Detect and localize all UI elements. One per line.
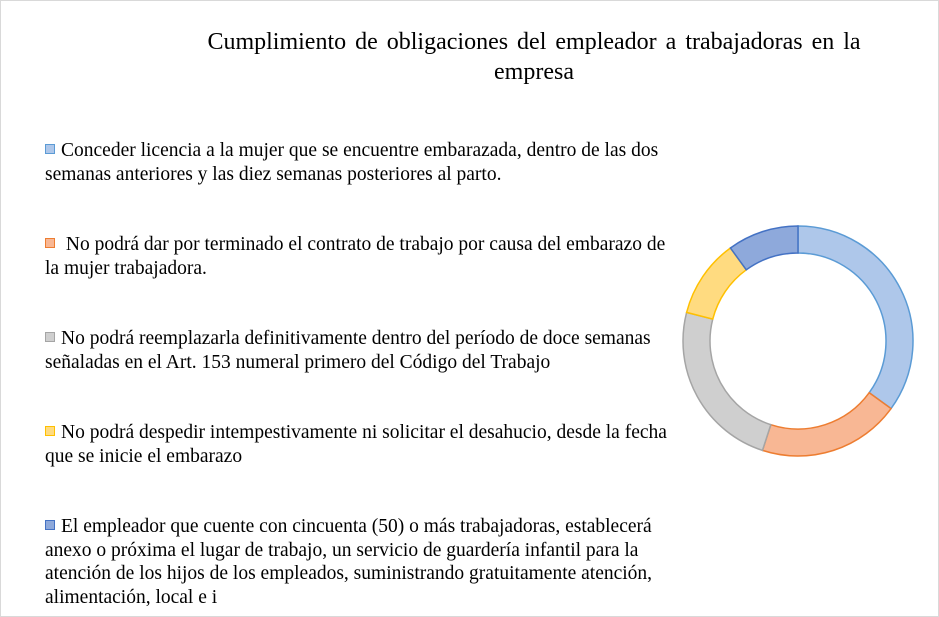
legend-label-4: No podrá despedir intempestivamente ni solicitar el desahucio, desde la fecha que se inicie el embarazo xyxy=(45,422,667,467)
legend-item-5 xyxy=(45,515,675,609)
legend-item-4 xyxy=(45,421,675,468)
legend-label-2: No podrá dar por terminado el contrato de trabajo por causa del embarazo de la mujer trabajadora. xyxy=(45,234,666,279)
legend-swatch-1 xyxy=(45,144,55,154)
legend-swatch-5 xyxy=(45,520,55,530)
legend-item-1 xyxy=(45,139,675,186)
doughnut-slice-2 xyxy=(762,393,891,456)
legend-label-1: Conceder licencia a la mujer que se encuentre embarazada, dentro de las dos semanas anteriores y las diez semanas posteriores al parto. xyxy=(45,140,659,185)
legend-item-2 xyxy=(45,233,675,280)
doughnut-chart xyxy=(671,223,921,468)
doughnut-slice-1 xyxy=(798,226,913,409)
legend-swatch-4 xyxy=(45,426,55,436)
doughnut-slice-3 xyxy=(683,312,771,450)
legend-swatch-2 xyxy=(45,238,55,248)
legend-swatch-3 xyxy=(45,332,55,342)
chart-title: Cumplimiento de obligaciones del empleador a trabajadoras en la empresa xyxy=(207,29,861,85)
legend-label-5: El empleador que cuente con cincuenta (50) o más trabajadoras, establecerá anexo o próxima el lugar de trabajo, un servicio de guardería infantil para la atención de los hijos de los empleados, suministrando gratuitamente atención, alimentación, local e i xyxy=(45,516,653,608)
legend-label-3: No podrá reemplazarla definitivamente dentro del período de doce semanas señaladas en el Art. 153 numeral primero del Código del Trabajo xyxy=(45,328,651,373)
legend-item-3 xyxy=(45,327,675,374)
